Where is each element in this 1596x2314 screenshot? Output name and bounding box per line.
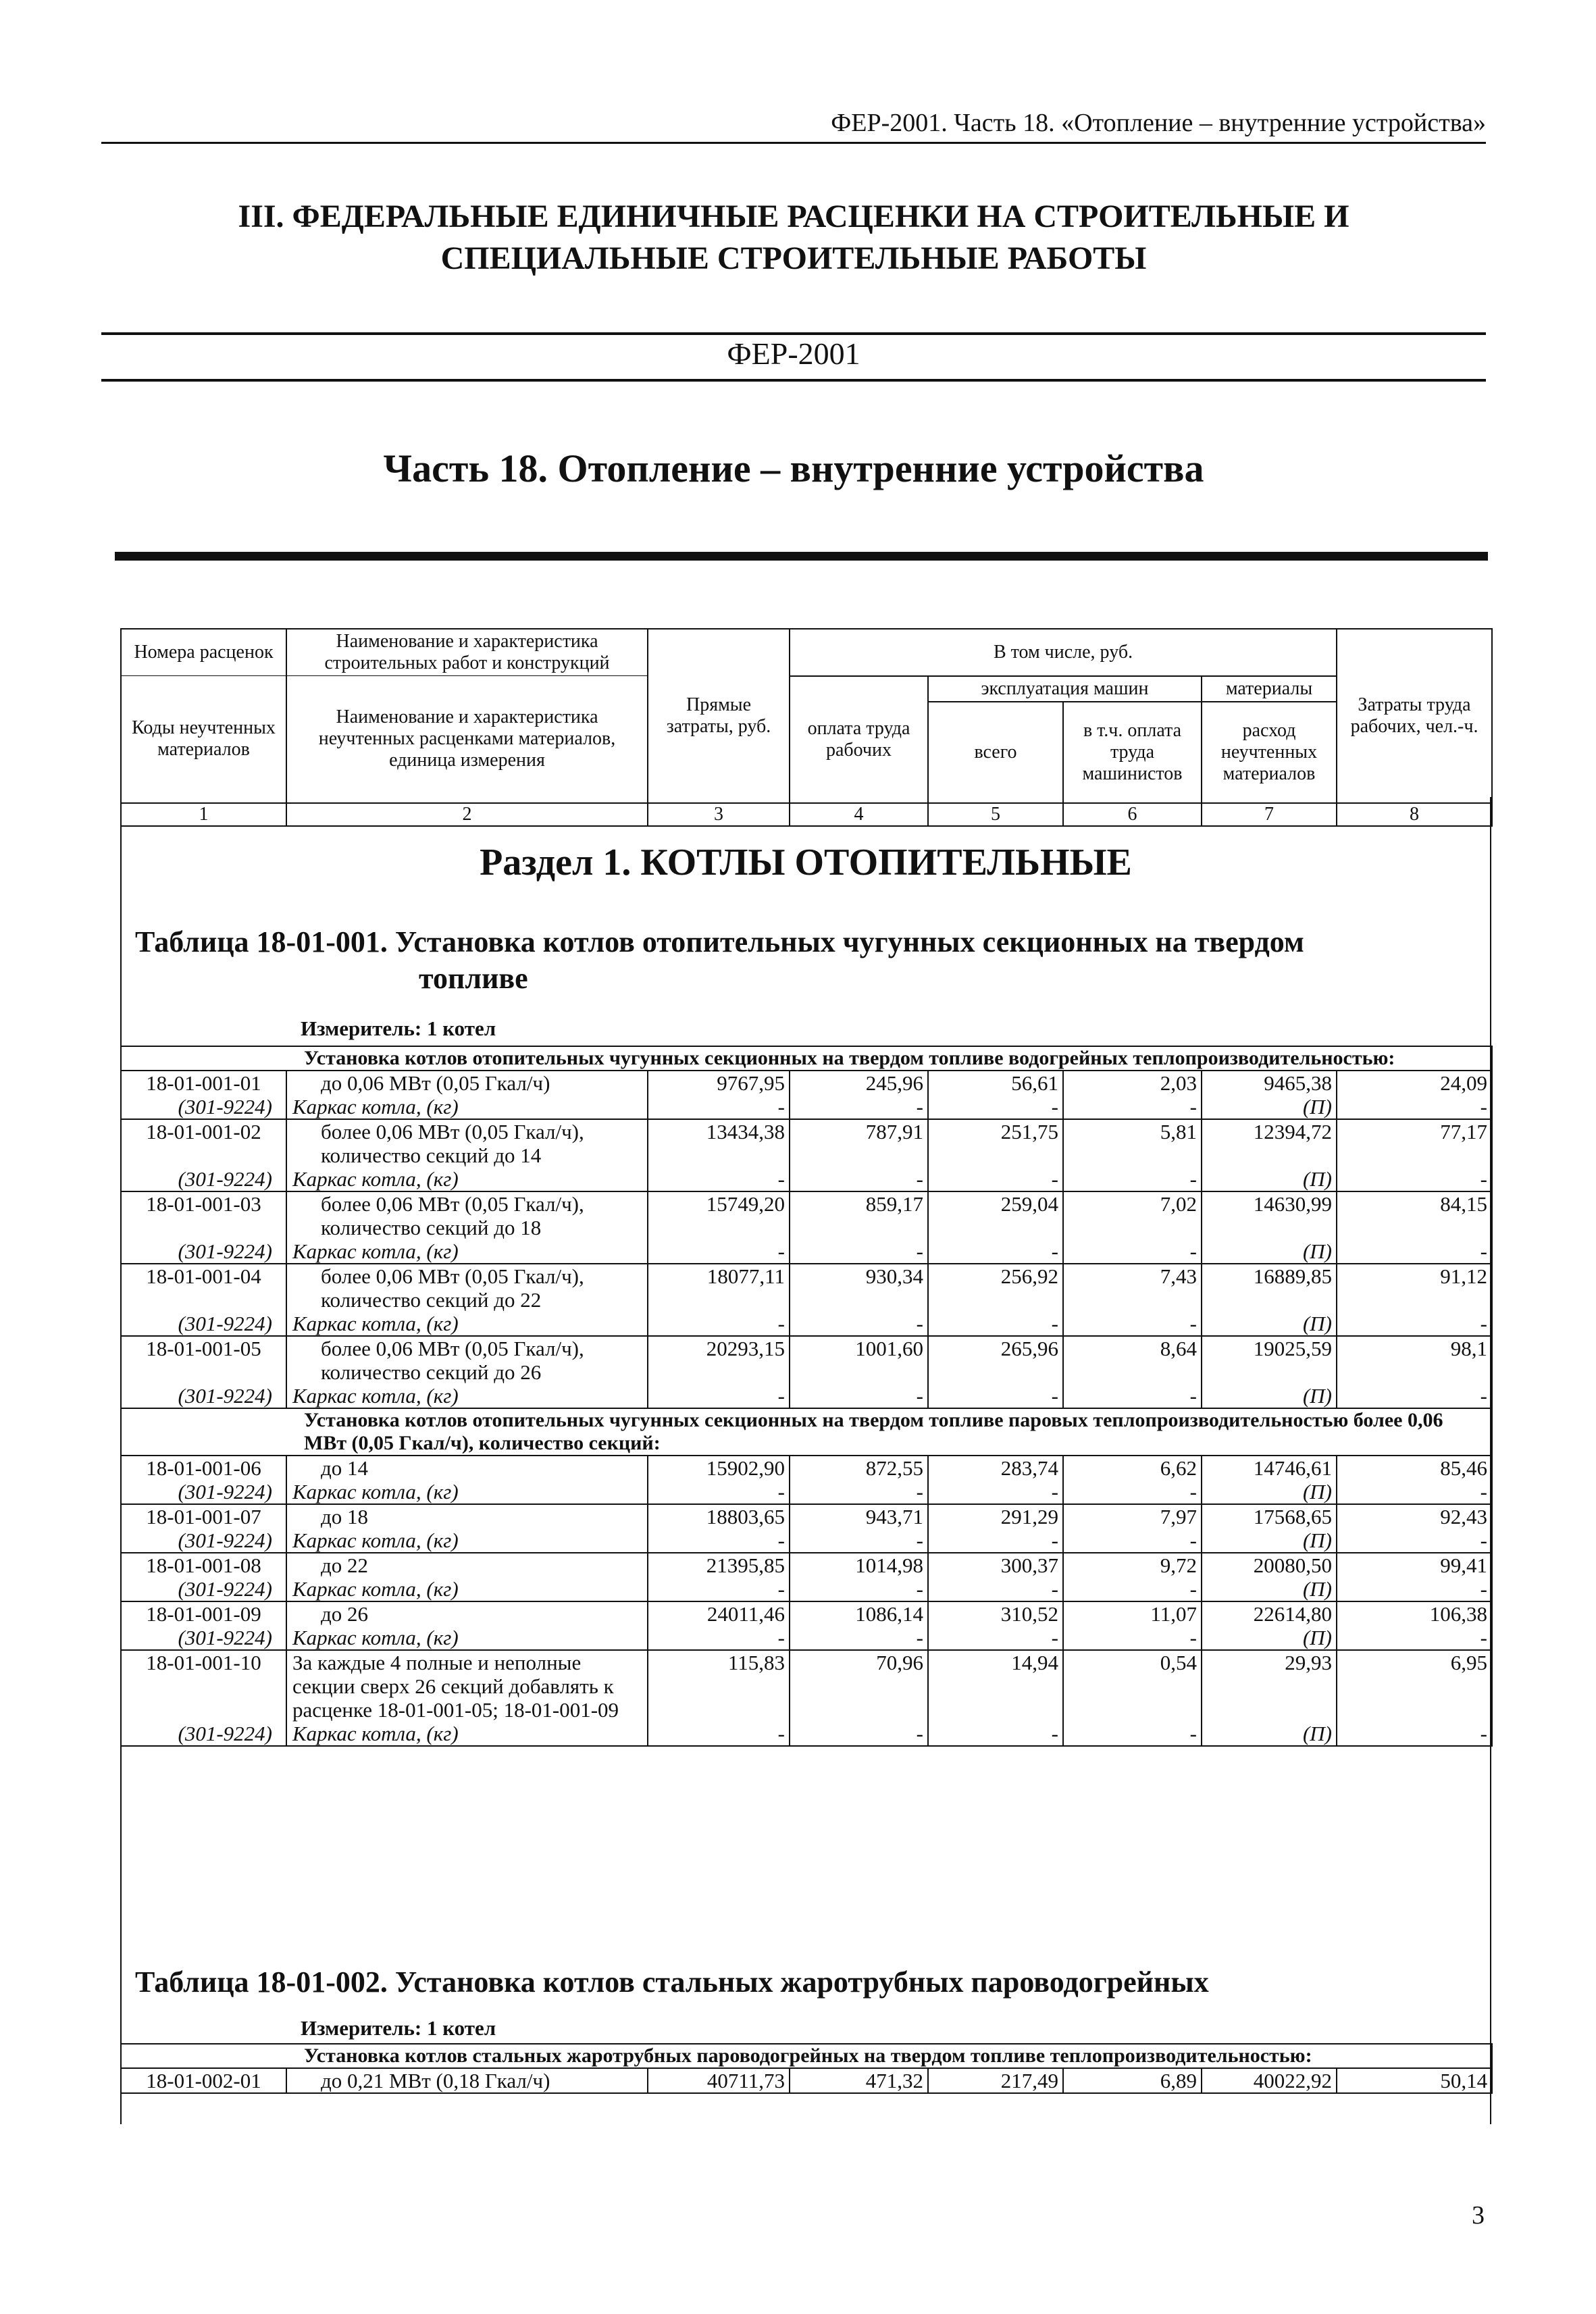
dash: - <box>1337 1722 1492 1746</box>
material-row <box>121 1167 1492 1191</box>
table-row <box>121 1456 1492 1480</box>
materials: 40022,92 <box>1202 2068 1337 2093</box>
group-heading: Установка котлов стальных жаротрубных пароводогрейных на твердом топливе теплопроизводительностью: <box>121 2044 1492 2068</box>
section-title: Раздел 1. КОТЛЫ ОТОПИТЕЛЬНЫЕ <box>480 842 1132 883</box>
rate-description: до 0,06 МВт (0,05 Гкал/ч) <box>286 1071 648 1095</box>
materials: 12394,72 <box>1202 1119 1337 1167</box>
direct-costs: 40711,73 <box>648 2068 790 2093</box>
dash: - <box>1063 1167 1202 1191</box>
table-title-line-1: Таблица 18-01-001. Установка котлов отопительных чугунных секционных на твердом <box>135 925 1304 958</box>
materials: 16889,85 <box>1202 1264 1337 1312</box>
group-heading: Установка котлов отопительных чугунных секционных на твердом топливе паровых теплопроизводительностью более 0,06 МВт (0,05 Гкал/ч), количество секций: <box>121 1408 1492 1456</box>
dash: - <box>648 1577 790 1601</box>
worker-wages: 245,96 <box>790 1071 928 1095</box>
machinist-wages: 2,03 <box>1063 1071 1202 1095</box>
material-code: (301-9224) <box>121 1095 286 1119</box>
material-row <box>121 1384 1492 1408</box>
dash: - <box>1337 1528 1492 1553</box>
dash: - <box>648 1626 790 1650</box>
rate-description: более 0,06 МВт (0,05 Гкал/ч), количество секций до 22 <box>286 1264 648 1312</box>
materials: 20080,50 <box>1202 1553 1337 1577</box>
rate-description: до 14 <box>286 1456 648 1480</box>
dash: - <box>790 1239 928 1264</box>
dash: - <box>1337 1239 1492 1264</box>
worker-wages: 70,96 <box>790 1650 928 1722</box>
material-code: (301-9224) <box>121 1239 286 1264</box>
worker-wages: 872,55 <box>790 1456 928 1480</box>
direct-costs: 15902,90 <box>648 1456 790 1480</box>
dash: - <box>928 1384 1063 1408</box>
dash: - <box>1337 1167 1492 1191</box>
rate-description: до 26 <box>286 1601 648 1626</box>
machines-total: 265,96 <box>928 1336 1063 1384</box>
dash: - <box>790 1480 928 1504</box>
dash: - <box>1063 1626 1202 1650</box>
labor-hours: 6,95 <box>1337 1650 1492 1722</box>
dash: - <box>1063 1095 1202 1119</box>
material-row <box>121 1312 1492 1336</box>
table-title: Таблица 18-01-002. Установка котлов стальных жаротрубных пароводогрейных <box>135 1965 1209 1999</box>
material-mark: (П) <box>1202 1167 1337 1191</box>
material-code: (301-9224) <box>121 1577 286 1601</box>
column-number: 2 <box>286 803 648 826</box>
machines-total: 256,92 <box>928 1264 1063 1312</box>
machinist-wages: 6,62 <box>1063 1456 1202 1480</box>
machines-total: 56,61 <box>928 1071 1063 1095</box>
column-number: 3 <box>648 803 790 826</box>
collection-label: ФЕР-2001 <box>727 336 860 371</box>
material-code: (301-9224) <box>121 1167 286 1191</box>
dash: - <box>928 1722 1063 1746</box>
material-mark: (П) <box>1202 1480 1337 1504</box>
labor-hours: 99,41 <box>1337 1553 1492 1577</box>
materials: 29,93 <box>1202 1650 1337 1722</box>
material-description: Каркас котла, (кг) <box>286 1095 648 1119</box>
labor-hours: 85,46 <box>1337 1456 1492 1480</box>
dash: - <box>1337 1577 1492 1601</box>
machinist-wages: 7,97 <box>1063 1504 1202 1528</box>
material-mark: (П) <box>1202 1577 1337 1601</box>
dash: - <box>1337 1480 1492 1504</box>
material-code: (301-9224) <box>121 1528 286 1553</box>
labor-hours: 91,12 <box>1337 1264 1492 1312</box>
dash: - <box>1063 1239 1202 1264</box>
rate-description: более 0,06 МВт (0,05 Гкал/ч), количество секций до 18 <box>286 1191 648 1239</box>
labor-hours: 77,17 <box>1337 1119 1492 1167</box>
table-title <box>135 924 1479 997</box>
labor-hours: 50,14 <box>1337 2068 1492 2093</box>
rate-description: более 0,06 МВт (0,05 Гкал/ч), количество секций до 14 <box>286 1119 648 1167</box>
materials: 14630,99 <box>1202 1191 1337 1239</box>
dash: - <box>648 1095 790 1119</box>
table-row <box>121 1071 1492 1095</box>
machinist-wages: 8,64 <box>1063 1336 1202 1384</box>
header-machine-operation: эксплуатация машин <box>928 676 1202 702</box>
dash: - <box>648 1528 790 1553</box>
dash: - <box>790 1528 928 1553</box>
material-row <box>121 1239 1492 1264</box>
dash: - <box>648 1167 790 1191</box>
rate-description: до 22 <box>286 1553 648 1577</box>
material-description: Каркас котла, (кг) <box>286 1626 648 1650</box>
material-description: Каркас котла, (кг) <box>286 1384 648 1408</box>
table-row <box>121 1191 1492 1239</box>
dash: - <box>790 1626 928 1650</box>
rate-code: 18-01-001-08 <box>121 1553 286 1577</box>
material-code: (301-9224) <box>121 1480 286 1504</box>
main-title-line-2: СПЕЦИАЛЬНЫЕ СТРОИТЕЛЬНЫЕ РАБОТЫ <box>440 240 1147 276</box>
direct-costs: 115,83 <box>648 1650 790 1722</box>
dash: - <box>928 1239 1063 1264</box>
header-rate-numbers: Номера расценок <box>121 629 286 676</box>
material-mark: (П) <box>1202 1384 1337 1408</box>
machinist-wages: 7,02 <box>1063 1191 1202 1239</box>
rate-code: 18-01-001-02 <box>121 1119 286 1167</box>
machines-total: 300,37 <box>928 1553 1063 1577</box>
materials: 22614,80 <box>1202 1601 1337 1626</box>
machinist-wages: 6,89 <box>1063 2068 1202 2093</box>
running-head: ФЕР-2001. Часть 18. «Отопление – внутренние устройства» <box>101 108 1486 144</box>
labor-hours: 24,09 <box>1337 1071 1492 1095</box>
machinist-wages: 7,43 <box>1063 1264 1202 1312</box>
machines-total: 14,94 <box>928 1650 1063 1722</box>
machinist-wages: 11,07 <box>1063 1601 1202 1626</box>
dash: - <box>648 1312 790 1336</box>
worker-wages: 1086,14 <box>790 1601 928 1626</box>
dash: - <box>1063 1577 1202 1601</box>
machines-total: 259,04 <box>928 1191 1063 1239</box>
dash: - <box>648 1722 790 1746</box>
divider <box>101 379 1486 382</box>
header-material-codes: Коды неучтенных материалов <box>121 676 286 803</box>
dash: - <box>790 1095 928 1119</box>
material-description: Каркас котла, (кг) <box>286 1239 648 1264</box>
dash: - <box>790 1384 928 1408</box>
header-including: В том числе, руб. <box>790 629 1337 676</box>
material-description: Каркас котла, (кг) <box>286 1167 648 1191</box>
table-row <box>121 1650 1492 1722</box>
table-title-line-2: топливе <box>419 962 528 995</box>
material-mark: (П) <box>1202 1722 1337 1746</box>
material-row <box>121 1626 1492 1650</box>
rates-table <box>120 1046 1493 1747</box>
worker-wages: 943,71 <box>790 1504 928 1528</box>
main-title-line-1: III. ФЕДЕРАЛЬНЫЕ ЕДИНИЧНЫЕ РАСЦЕНКИ НА СТРОИТЕЛЬНЫЕ И <box>238 199 1349 234</box>
rate-description: до 18 <box>286 1504 648 1528</box>
part-title: Часть 18. Отопление – внутренние устройства <box>383 446 1204 490</box>
labor-hours: 106,38 <box>1337 1601 1492 1626</box>
dash: - <box>790 1312 928 1336</box>
direct-costs: 21395,85 <box>648 1553 790 1577</box>
material-row <box>121 1577 1492 1601</box>
labor-hours: 84,15 <box>1337 1191 1492 1239</box>
header-machines-total: всего <box>928 702 1063 803</box>
main-title <box>101 196 1486 280</box>
divider-heavy <box>115 552 1488 561</box>
page-number: 3 <box>1472 2201 1485 2230</box>
direct-costs: 13434,38 <box>648 1119 790 1167</box>
group-heading: Установка котлов отопительных чугунных секционных на твердом топливе водогрейных теплопроизводительностью: <box>121 1046 1492 1071</box>
dash: - <box>1063 1312 1202 1336</box>
material-row <box>121 1095 1492 1119</box>
material-description: Каркас котла, (кг) <box>286 1480 648 1504</box>
materials: 19025,59 <box>1202 1336 1337 1384</box>
rates-table <box>120 2043 1493 2094</box>
table-row <box>121 1336 1492 1384</box>
machines-total: 251,75 <box>928 1119 1063 1167</box>
rate-description: до 0,21 МВт (0,18 Гкал/ч) <box>286 2068 648 2093</box>
labor-hours: 98,1 <box>1337 1336 1492 1384</box>
materials: 17568,65 <box>1202 1504 1337 1528</box>
material-description: Каркас котла, (кг) <box>286 1312 648 1336</box>
measure-unit: Измеритель: 1 котел <box>301 1017 496 1040</box>
worker-wages: 471,32 <box>790 2068 928 2093</box>
table-row <box>121 1553 1492 1577</box>
dash: - <box>790 1577 928 1601</box>
materials: 9465,38 <box>1202 1071 1337 1095</box>
dash: - <box>928 1577 1063 1601</box>
rate-code: 18-01-001-06 <box>121 1456 286 1480</box>
labor-hours: 92,43 <box>1337 1504 1492 1528</box>
rate-code: 18-01-001-05 <box>121 1336 286 1384</box>
column-number: 8 <box>1337 803 1492 826</box>
material-code: (301-9224) <box>121 1384 286 1408</box>
material-description: Каркас котла, (кг) <box>286 1528 648 1553</box>
measure-unit: Измеритель: 1 котел <box>301 2016 496 2040</box>
table-row <box>121 1504 1492 1528</box>
machines-total: 217,49 <box>928 2068 1063 2093</box>
column-number: 4 <box>790 803 928 826</box>
material-mark: (П) <box>1202 1626 1337 1650</box>
direct-costs: 9767,95 <box>648 1071 790 1095</box>
rate-code: 18-01-001-07 <box>121 1504 286 1528</box>
table-row <box>121 2068 1492 2093</box>
direct-costs: 20293,15 <box>648 1336 790 1384</box>
rate-description: более 0,06 МВт (0,05 Гкал/ч), количество секций до 26 <box>286 1336 648 1384</box>
dash: - <box>928 1095 1063 1119</box>
dash: - <box>648 1384 790 1408</box>
dash: - <box>1063 1384 1202 1408</box>
header-materials: материалы <box>1202 676 1337 702</box>
header-direct-costs: Прямые затраты, руб. <box>648 629 790 803</box>
column-number: 1 <box>121 803 286 826</box>
dash: - <box>1063 1480 1202 1504</box>
divider <box>101 332 1486 335</box>
dash: - <box>928 1528 1063 1553</box>
worker-wages: 930,34 <box>790 1264 928 1312</box>
table-row <box>121 1601 1492 1626</box>
dash: - <box>1337 1312 1492 1336</box>
material-description: Каркас котла, (кг) <box>286 1722 648 1746</box>
dash: - <box>1337 1626 1492 1650</box>
material-code: (301-9224) <box>121 1312 286 1336</box>
dash: - <box>1337 1095 1492 1119</box>
header-labor-hours: Затраты труда рабочих, чел.-ч. <box>1337 629 1492 803</box>
header-material-name: Наименование и характеристика неучтенных расценками материалов, единица измерения <box>286 676 648 803</box>
dash: - <box>1063 1528 1202 1553</box>
direct-costs: 24011,46 <box>648 1601 790 1626</box>
direct-costs: 15749,20 <box>648 1191 790 1239</box>
machinist-wages: 9,72 <box>1063 1553 1202 1577</box>
dash: - <box>928 1167 1063 1191</box>
material-row <box>121 1480 1492 1504</box>
material-mark: (П) <box>1202 1312 1337 1336</box>
material-code: (301-9224) <box>121 1626 286 1650</box>
column-number: 5 <box>928 803 1063 826</box>
header-work-name: Наименование и характеристика строительных работ и конструкций <box>286 629 648 676</box>
dash: - <box>790 1167 928 1191</box>
rate-code: 18-01-001-04 <box>121 1264 286 1312</box>
machinist-wages: 5,81 <box>1063 1119 1202 1167</box>
worker-wages: 1014,98 <box>790 1553 928 1577</box>
dash: - <box>790 1722 928 1746</box>
dash: - <box>928 1480 1063 1504</box>
header-unaccounted-materials: расход неучтенных материалов <box>1202 702 1337 803</box>
material-mark: (П) <box>1202 1095 1337 1119</box>
machines-total: 291,29 <box>928 1504 1063 1528</box>
rate-code: 18-01-001-10 <box>121 1650 286 1722</box>
worker-wages: 787,91 <box>790 1119 928 1167</box>
dash: - <box>1063 1722 1202 1746</box>
rate-code: 18-01-001-01 <box>121 1071 286 1095</box>
table-row <box>121 1264 1492 1312</box>
dash: - <box>928 1626 1063 1650</box>
machinist-wages: 0,54 <box>1063 1650 1202 1722</box>
column-number: 6 <box>1063 803 1202 826</box>
dash: - <box>1337 1384 1492 1408</box>
dash: - <box>648 1480 790 1504</box>
dash: - <box>648 1239 790 1264</box>
material-description: Каркас котла, (кг) <box>286 1577 648 1601</box>
machines-total: 283,74 <box>928 1456 1063 1480</box>
direct-costs: 18077,11 <box>648 1264 790 1312</box>
header-machinist-wages: в т.ч. оплата труда машинистов <box>1063 702 1202 803</box>
material-row <box>121 1528 1492 1553</box>
rate-code: 18-01-001-09 <box>121 1601 286 1626</box>
rate-description: За каждые 4 полные и неполные секции сверх 26 секций добавлять к расценке 18-01-001-05; 18-01-001-09 <box>286 1650 648 1722</box>
dash: - <box>928 1312 1063 1336</box>
material-row <box>121 1722 1492 1746</box>
table-row <box>121 1119 1492 1167</box>
column-number: 7 <box>1202 803 1337 826</box>
rate-code: 18-01-002-01 <box>121 2068 286 2093</box>
direct-costs: 18803,65 <box>648 1504 790 1528</box>
header-worker-wages: оплата труда рабочих <box>790 676 928 803</box>
machines-total: 310,52 <box>928 1601 1063 1626</box>
materials: 14746,61 <box>1202 1456 1337 1480</box>
material-code: (301-9224) <box>121 1722 286 1746</box>
worker-wages: 859,17 <box>790 1191 928 1239</box>
material-mark: (П) <box>1202 1239 1337 1264</box>
material-mark: (П) <box>1202 1528 1337 1553</box>
rate-code: 18-01-001-03 <box>121 1191 286 1239</box>
worker-wages: 1001,60 <box>790 1336 928 1384</box>
